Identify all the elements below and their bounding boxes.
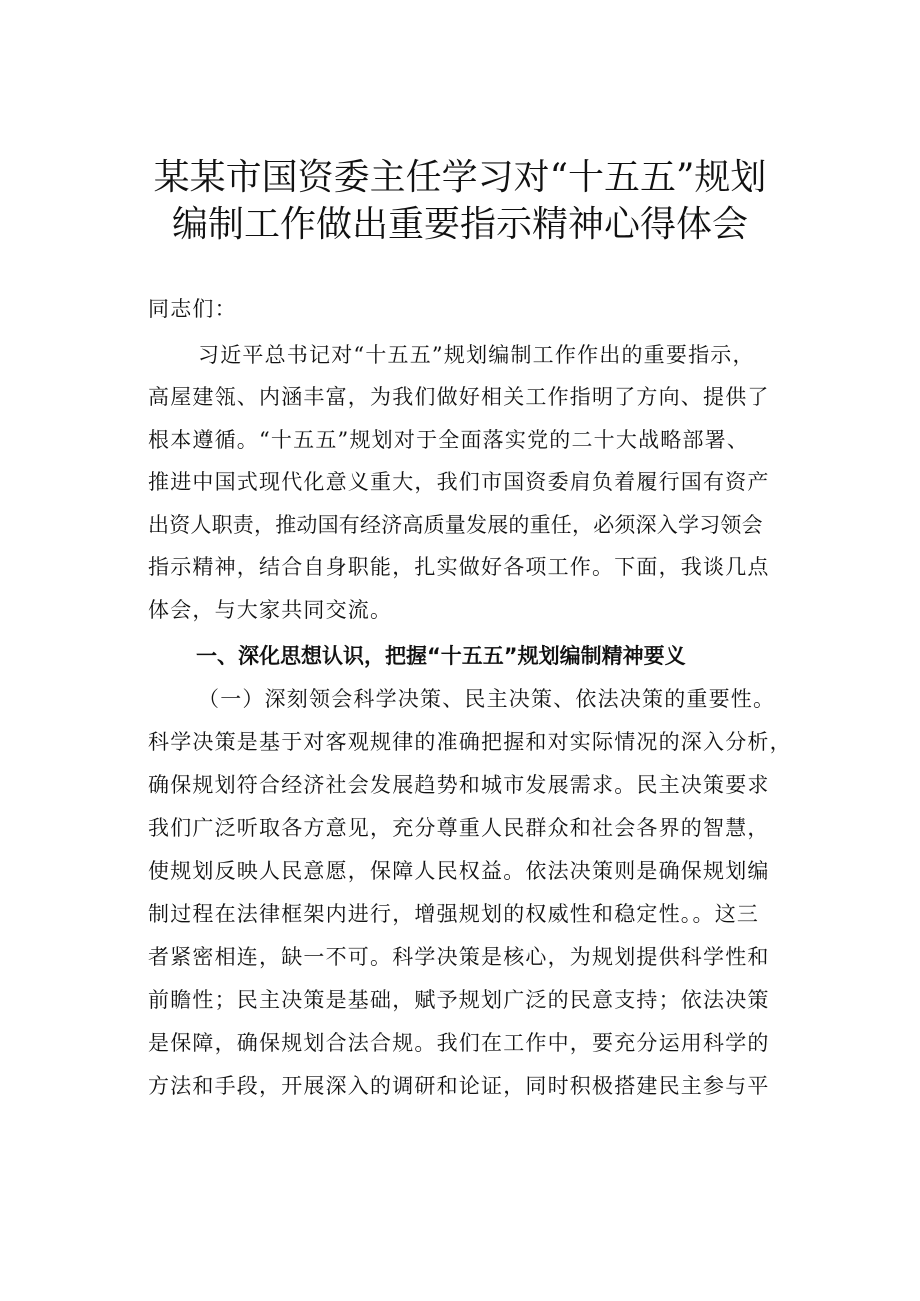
section-1-line-7: 者紧密相连，缺一不可。科学决策是核心，为规划提供科学性和 xyxy=(148,945,770,969)
section-1-line-9: 是保障，确保规划合法合规。我们在工作中，要充分运用科学的 xyxy=(148,1031,770,1055)
intro-line-6: 指示精神，结合自身职能，扎实做好各项工作。下面，我谈几点 xyxy=(148,555,770,579)
intro-line-1: 习近平总书记对“十五五”规划编制工作作出的重要指示， xyxy=(198,343,755,367)
section-1-line-4: 我们广泛听取各方意见，充分尊重人民群众和社会各界的智慧， xyxy=(148,816,770,840)
intro-line-7: 体会，与大家共同交流。 xyxy=(148,598,393,622)
intro-line-2: 高屋建瓴、内涵丰富，为我们做好相关工作指明了方向、提供了 xyxy=(148,385,770,409)
section-1-line-8: 前瞻性；民主决策是基础，赋予规划广泛的民意支持；依法决策 xyxy=(148,988,770,1012)
intro-line-4: 推进中国式现代化意义重大，我们市国资委肩负着履行国有资产 xyxy=(148,470,770,494)
section-1-line-5: 使规划反映人民意愿，保障人民权益。依法决策则是确保规划编 xyxy=(148,859,770,883)
section-1-line-10: 方法和手段，开展深入的调研和论证，同时积极搭建民主参与平 xyxy=(148,1074,770,1098)
intro-line-3: 根本遵循。“十五五”规划对于全面落实党的二十大战略部署、 xyxy=(148,428,750,452)
section-1-line-1: （一）深刻领会科学决策、民主决策、依法决策的重要性。 xyxy=(198,687,776,711)
section-1-line-3: 确保规划符合经济社会发展趋势和城市发展需求。民主决策要求 xyxy=(148,773,770,797)
salutation: 同志们： xyxy=(148,297,237,321)
section-1-line-6: 制过程在法律框架内进行，增强规划的权威性和稳定性。。这三 xyxy=(148,902,760,926)
document-title-line-1: 某某市国资委主任学习对“十五五”规划 xyxy=(153,157,767,198)
intro-line-5: 出资人职责，推动国有经济高质量发展的重任，必须深入学习领会 xyxy=(148,513,763,537)
document-title-line-2: 编制工作做出重要指示精神心得体会 xyxy=(171,204,748,245)
section-1-heading: 一、深化思想认识，把握“十五五”规划编制精神要义 xyxy=(196,644,686,668)
section-1-line-2: 科学决策是基于对客观规律的准确把握和对实际情况的深入分析， xyxy=(148,730,792,754)
